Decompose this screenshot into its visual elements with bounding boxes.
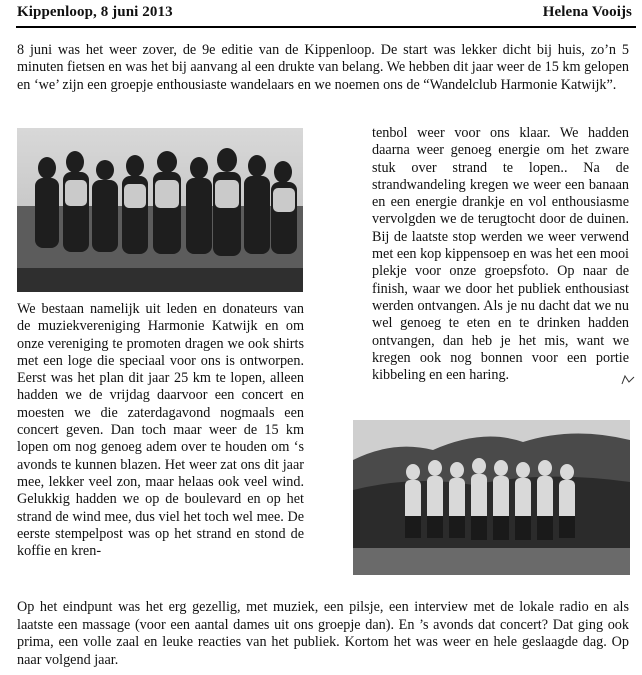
article-title: Kippenloop, 8 juni 2013 xyxy=(17,4,173,20)
closing-paragraph: Op het eindpunt was het erg gezellig, met muziek, een pilsje, een interview met de lokale radio en als laatste een massage (voor een aantal dames uit ons groepje dan). En ’s avonds dat concert? Dat ging ook prima, een volle zaal en leuke reacties van het publiek. Kortom het was weer en hele geslaagde dag. Op naar volgend jaar. xyxy=(17,599,629,668)
article-author: Helena Vooijs xyxy=(542,4,632,20)
header-rule xyxy=(16,26,636,28)
pen-mark-icon xyxy=(620,374,636,386)
left-column-text: We bestaan namelijk uit leden en donateurs van de muziekvereniging Harmonie Katwijk en om onze vereniging te promoten dragen we ook shirts met een loge die speciaal voor ons is ontworpen. Eerst was het plan dit jaar 25 km te lopen, alleen hadden we de vrijdag daarvoor een concert en moesten we die zaterdagavond nogmaals een concert geven. Dan toch maar weer de 15 km lopen om nog genoeg adem over te houden om ‘s avonds te kunnen blazen. Het weer zat ons dit jaar mee, lekker veel zon, maar helaas ook veel wind. Gelukkig hadden we op de boulevard en op het strand de wind mee, dus viel het toch wel mee. De eerste stempelpost was op het strand en stond de koffie en kren- xyxy=(17,301,304,560)
group-photo-dunes xyxy=(353,420,630,575)
intro-paragraph: 8 juni was het weer zover, de 9e editie van de Kippenloop. De start was lekker dicht bij huis, zo’n 5 minuten fietsen en was het bij aanvang al een drukte van belang. We hebben dit jaar weer de 15 km gelopen en ‘we’ zijn een groepje enthousiaste wandelaars en we noemen ons de “Wandelclub Harmonie Katwijk”. xyxy=(17,42,629,93)
group-photo-back xyxy=(17,128,303,292)
right-column-text: tenbol weer voor ons klaar. We hadden daarna weer genoeg energie om het zware stuk over strand te lopen.. Na de strandwandeling kregen we weer een banaan en een energie drankje en vol enthousiasme vervolgden we de terugtocht door de duinen. Bij de laatste stop werden we weer verwend met een kop kippensoep en was het een mooi plekje voor onze groepsfoto. Op naar de finish, waar we door het publiek enthousiast werden ontvangen. Als je nu dacht dat we nu wel genoeg te eten en te drinken hadden ontvangen, dan heb je het mis, want we kregen ook nog bonnen voor een portie kibbeling en een haring. xyxy=(372,125,629,384)
